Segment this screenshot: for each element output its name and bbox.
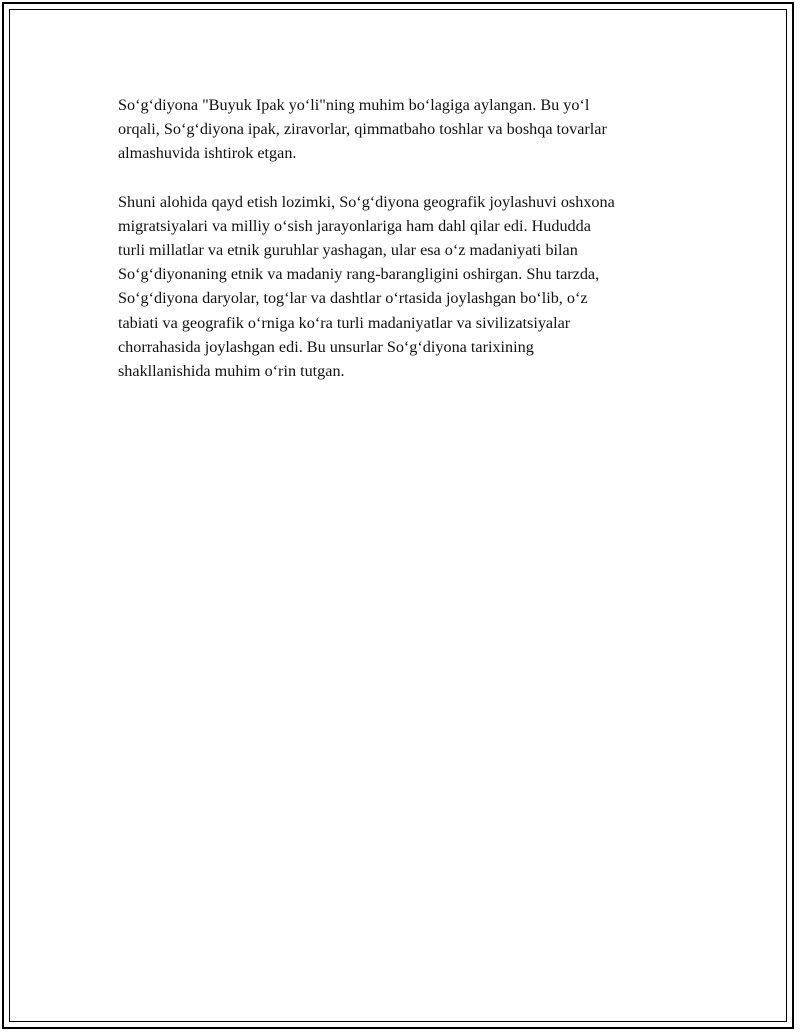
- document-body: [118, 93, 698, 407]
- paragraph-2: Shuni alohida qayd etish lozimki, So‘g‘diyona geografik joylashuvi oshxona migratsiyalari va milliy o‘sish jarayonlariga ham dahl qilar edi. Hududda turli millatlar va etnik guruhlar yashagan, ular esa o‘z madaniyati bilan So‘g‘diyonaning etnik va madaniy rang-barangligini oshirgan. Shu tarzda, So‘g‘diyona daryolar, tog‘lar va dashtlar o‘rtasida joylashgan bo‘lib, o‘z tabiati va geografik o‘rniga ko‘ra turli madaniyatlar va sivilizatsiyalar chorrahasida joylashgan edi. Bu unsurlar So‘g‘diyona tarixining shakllanishida muhim o‘rin tutgan.: [118, 192, 615, 381]
- paragraph-1: So‘g‘diyona "Buyuk Ipak yo‘li"ning muhim bo‘lagiga aylangan. Bu yo‘l orqali, So‘g‘diyona ipak, ziravorlar, qimmatbaho toshlar va boshqa tovarlar almashuvida ishtirok etgan.: [118, 96, 607, 163]
